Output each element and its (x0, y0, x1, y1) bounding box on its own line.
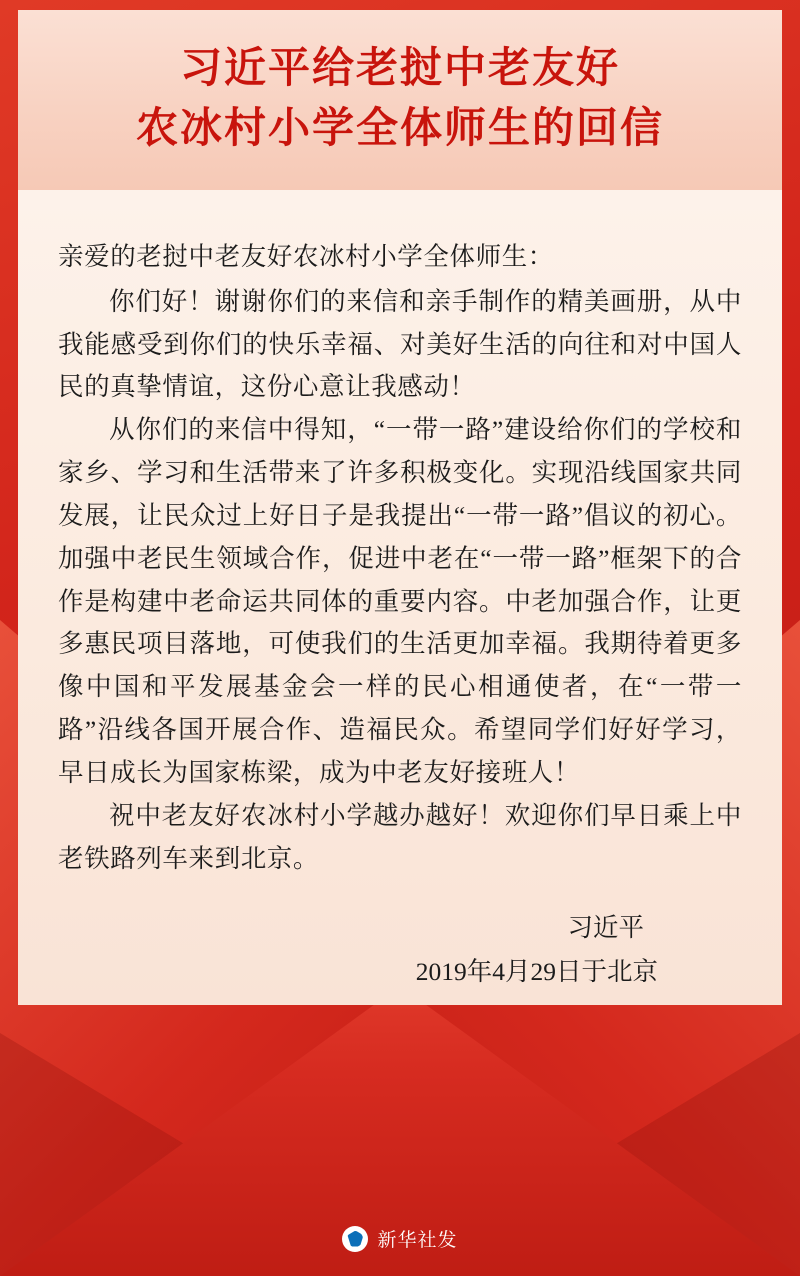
letter-paragraph-2: 从你们的来信中得知，“一带一路”建设给你们的学校和家乡、学习和生活带来了许多积极变化。实现沿线国家共同发展，让民众过上好日子是我提出“一带一路”倡议的初心。加强中老民生领域合作，促进中老在“一带一路”框架下的合作是构建中老命运共同体的重要内容。中老加强合作，让更多惠民项目落地，可使我们的生活更加幸福。我期待着更多像中国和平发展基金会一样的民心相通使者，在“一带一路”沿线各国开展合作、造福民众。希望同学们好好学习，早日成长为国家栋梁，成为中老友好接班人！ (58, 415, 742, 787)
footer-credit (0, 1225, 800, 1252)
page-title-line-2: 农冰村小学全体师生的回信 (135, 106, 664, 152)
signature-block (58, 906, 742, 993)
xinhua-logo-icon (342, 1226, 368, 1252)
letter-salutation: 亲爱的老挝中老友好农冰村小学全体师生： (58, 242, 554, 271)
header-banner (18, 10, 782, 190)
agency-label: 新华社发 (377, 1230, 458, 1251)
letter-body (58, 236, 742, 880)
letter-paper (18, 190, 782, 1005)
page-title-line-1: 习近平给老挝中老友好 (179, 46, 620, 93)
letter-paragraph-1: 你们好！谢谢你们的来信和亲手制作的精美画册，从中我能感受到你们的快乐幸福、对美好生活的向往和对中国人民的真挚情谊，这份心意让我感动！ (58, 286, 742, 402)
signature-date: 2019年4月29日于北京 (415, 956, 658, 986)
letter-paragraph-3: 祝中老友好农冰村小学越办越好！欢迎你们早日乘上中老铁路列车来到北京。 (58, 800, 742, 873)
signature-name: 习近平 (567, 913, 644, 943)
